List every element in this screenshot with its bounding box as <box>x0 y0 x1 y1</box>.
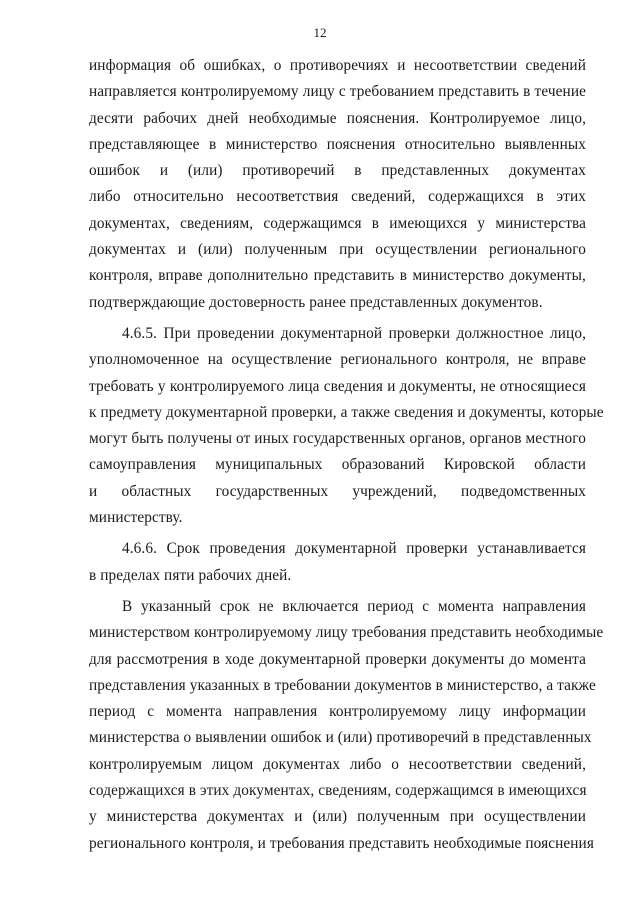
text-line: информация об ошибках, о противоречиях и несоответствии сведений <box>89 57 586 74</box>
page-number: 12 <box>313 25 327 40</box>
text-line: министерству. <box>89 509 183 527</box>
text-line: либо относительно несоответствия сведений, содержащихся в этих <box>89 188 586 206</box>
text-line: документах и (или) полученным при осуществлении регионального <box>89 241 586 259</box>
text-line: ошибок и (или) противоречий в представленных документах <box>89 162 586 180</box>
text-line: уполномоченное на осуществление регионального контроля, не вправе <box>89 351 586 369</box>
text-line: подтверждающие достоверность ранее представленных документов. <box>89 293 543 311</box>
text-line: к предмету документарной проверки, а также сведения и документы, которые <box>89 403 604 421</box>
text-line: период с момента направления контролируемому лицу информации <box>89 703 586 721</box>
text-line: 4.6.5. При проведении документарной проверки должностное лицо, <box>122 324 586 342</box>
text-line: самоуправления муниципальных образований Кировской области <box>89 456 586 474</box>
text-line: представления указанных в требовании документов в министерство, а также <box>89 676 596 694</box>
text-line: содержащихся в этих документах, сведениям, содержащимся в имеющихся <box>89 782 587 800</box>
text-line: представляющее в министерство пояснения относительно выявленных <box>89 135 586 153</box>
text-line: в пределах пяти рабочих дней. <box>89 566 292 584</box>
text-line: у министерства документах и (или) полученным при осуществлении <box>89 808 586 826</box>
text-line: требовать у контролируемого лица сведения и документы, не относящиеся <box>89 377 586 395</box>
text-line: контроля, вправе дополнительно представить в министерство документы, <box>89 267 586 285</box>
paragraph-excluded-period <box>89 594 604 857</box>
text-line: документах, сведениям, содержащимся в имеющихся у министерства <box>89 214 586 232</box>
text-line: В указанный срок не включается период с момента направления <box>122 597 586 615</box>
text-line: могут быть получены от иных государственных органов, органов местного <box>89 430 586 448</box>
text-line: для рассмотрения в ходе документарной проверки документы до момента <box>89 650 586 668</box>
paragraph-4-6-5 <box>89 321 604 531</box>
text-line: министерства о выявлении ошибок и (или) противоречий в представленных <box>89 729 592 747</box>
text-line: регионального контроля, и требования представить необходимые пояснения <box>89 834 594 852</box>
text-line: десяти рабочих дней необходимые пояснения. Контролируемое лицо, <box>89 109 586 127</box>
document-body <box>89 53 604 857</box>
text-line: контролируемым лицом документах либо о несоответствии сведений, <box>89 755 586 773</box>
text-line: и областных государственных учреждений, подведомственных <box>89 482 586 500</box>
text-line: 4.6.6. Срок проведения документарной проверки устанавливается <box>122 540 586 558</box>
text-line: направляется контролируемому лицу с требованием представить в течение <box>89 83 586 101</box>
paragraph-4-6-6 <box>89 536 586 589</box>
paragraph-errors-notification <box>89 53 586 316</box>
text-line: министерством контролируемому лицу требования представить необходимые <box>89 624 604 642</box>
